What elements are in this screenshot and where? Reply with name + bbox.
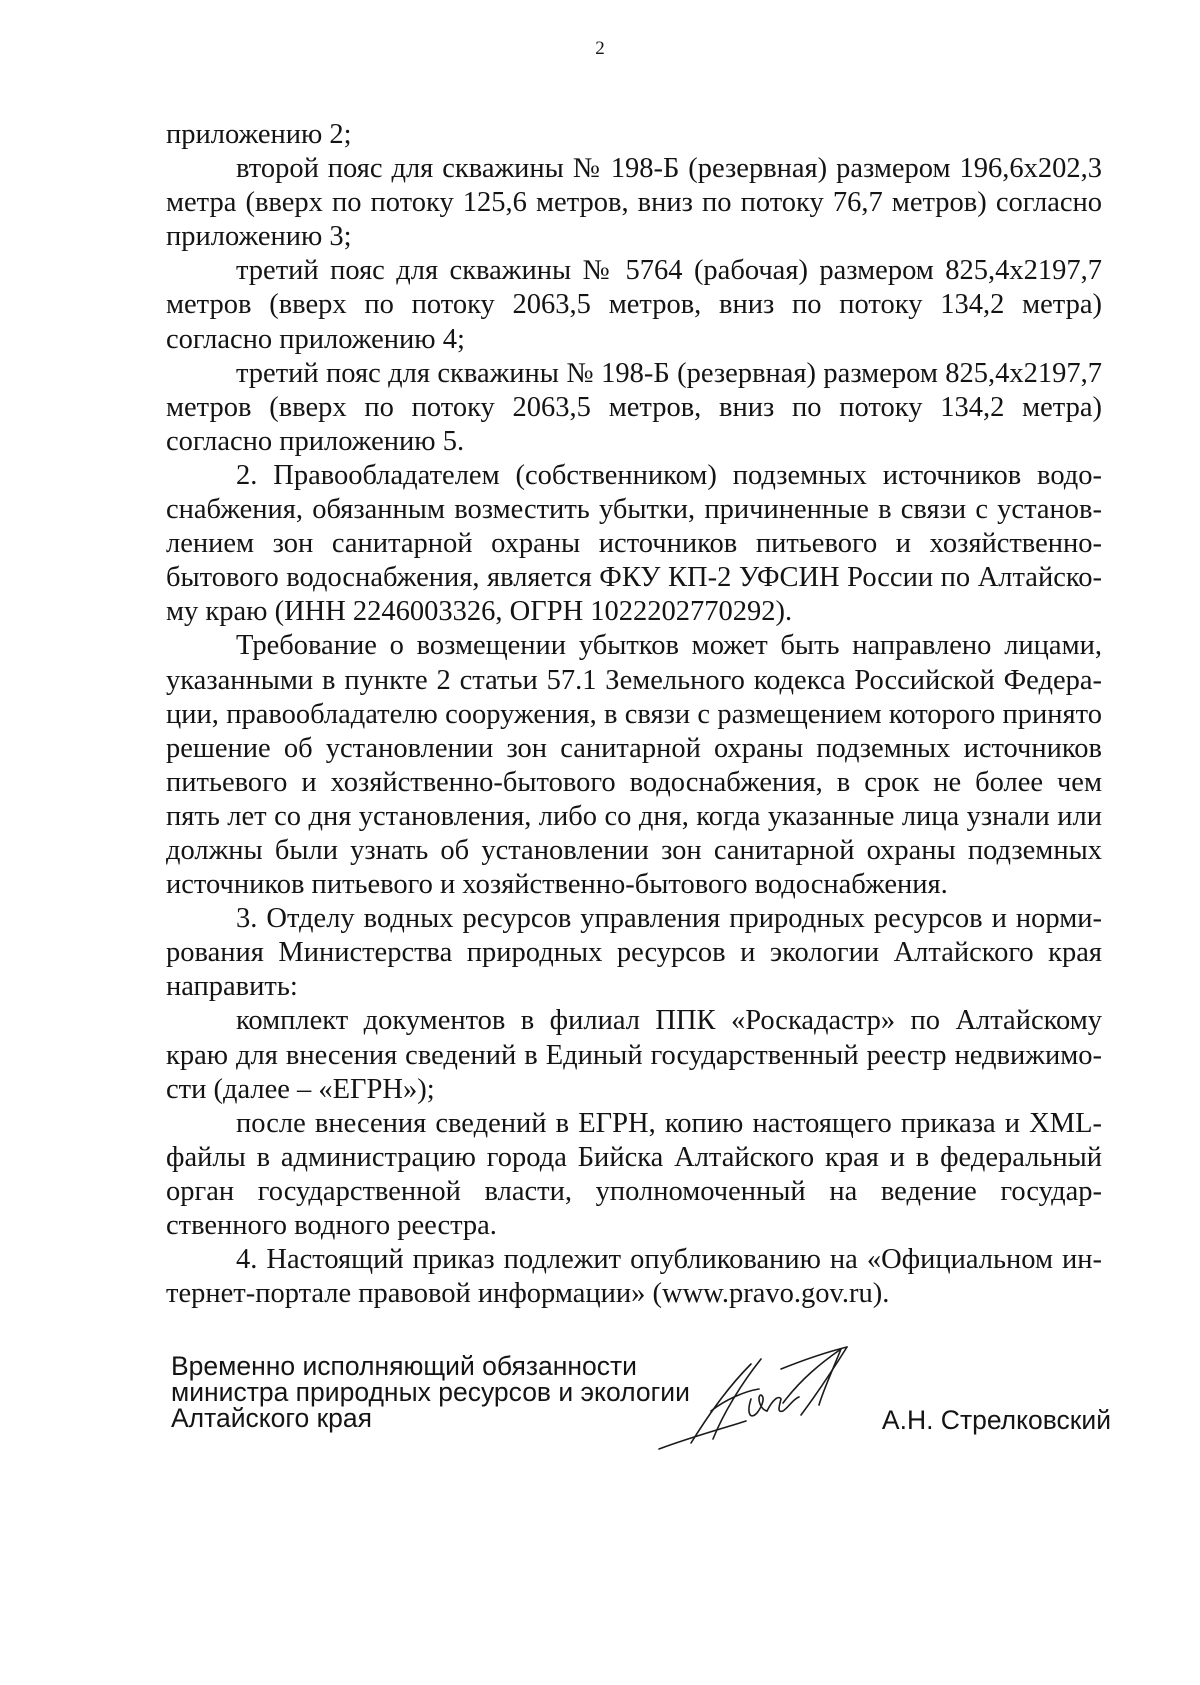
signature-block xyxy=(171,1353,1111,1493)
paragraph-appendix-2: приложению 2; xyxy=(166,119,352,150)
paragraph-after-egrn: после внесения сведений в ЕГРН, копию настоящего приказа и XML-файлы в администрацию города Бийска Алтайского края и в федеральный орган государственной власти, уполномоченный на ведение государственного водного реестра. xyxy=(166,1107,1102,1241)
handwritten-signature-icon xyxy=(651,1339,881,1459)
signer-name: А.Н. Стрелковский xyxy=(881,1405,1111,1435)
signer-title-line: Временно исполняющий обязанности xyxy=(171,1351,637,1381)
paragraph-third-zone-5764: третий пояс для скважины № 5764 (рабочая) размером 825,4х2197,7 метров (вверх по потоку 2063,5 метров, вниз по потоку 134,2 метра) согласно приложению 4; xyxy=(166,255,1102,355)
paragraph-item-3-department: 3. Отделу водных ресурсов управления природных ресурсов и нормирования Министерства природных ресурсов и экологии Алтайского края направить: xyxy=(166,903,1102,1003)
document-body xyxy=(166,118,1102,1311)
paragraph-second-zone-198b: второй пояс для скважины № 198-Б (резервная) размером 196,6х202,3 метра (вверх по потоку 125,6 метров, вниз по потоку 76,7 метров) согласно приложению 3; xyxy=(166,153,1102,253)
paragraph-third-zone-198b: третий пояс для скважины № 198-Б (резервная) размером 825,4х2197,7 метров (вверх по потоку 2063,5 метров, вниз по потоку 134,2 метра) согласно приложению 5. xyxy=(166,357,1102,457)
signer-title xyxy=(171,1353,690,1431)
paragraph-compensation-claim: Требование о возмещении убытков может быть направлено лицами, указанными в пункте 2 статьи 57.1 Земельного кодекса Российской Федерации, правообладателю сооружения, в связи с размещением которого принято решение об установлении зон санитарной охраны подземных источников питьевого и хозяйственно-бытового водоснабжения, в срок не более чем пять лет со дня установления, либо со дня, когда указанные лица узнали или должны были узнать об установлении зон санитарной охраны подземных источников питьевого и хозяйственно-бытового водоснабжения. xyxy=(166,630,1102,901)
paragraph-documents-roskadastr: комплект документов в филиал ППК «Роскадастр» по Алтайскому краю для внесения сведений в Единый государственный реестр недвижимости (далее – «ЕГРН»); xyxy=(166,1005,1102,1105)
signer-title-line: министра природных ресурсов и экологии xyxy=(171,1377,690,1407)
paragraph-item-2-owner: 2. Правообладателем (собственником) подземных источников водоснабжения, обязанным возместить убытки, причиненные в связи с установлением зон санитарной охраны источников питьевого и хозяйственно-бытового водоснабжения, является ФКУ КП-2 УФСИН России по Алтайскому краю (ИНН 2246003326, ОГРН 1022202770292). xyxy=(166,459,1102,628)
page-number: 2 xyxy=(595,38,605,59)
signer-title-line: Алтайского края xyxy=(171,1403,373,1433)
paragraph-item-4-publication: 4. Настоящий приказ подлежит опубликованию на «Официальном интернет-портале правовой информации» (www.pravo.gov.ru). xyxy=(166,1244,1102,1310)
